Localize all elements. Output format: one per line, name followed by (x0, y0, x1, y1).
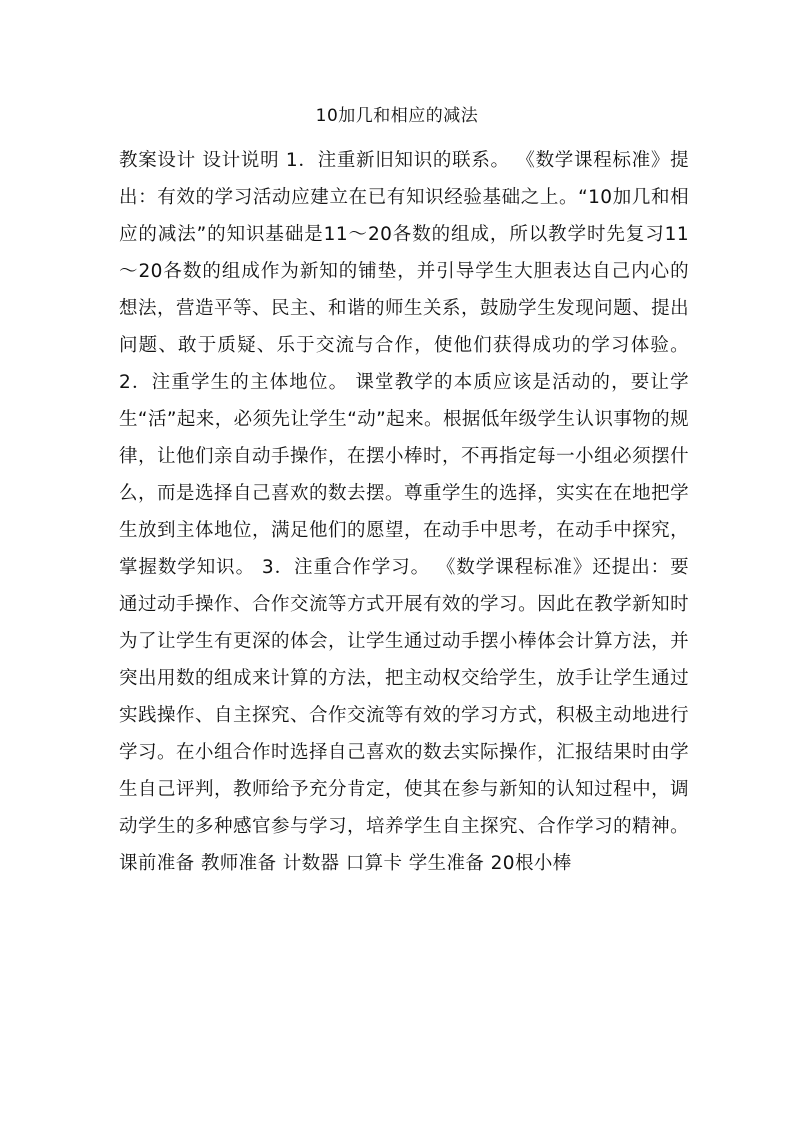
body-paragraph: 教案设计 设计说明 1．注重新旧知识的联系。 《数学课程标准》提出：有效的学习活动应建立在已有知识经验基础之上。“10加几和相应的减法”的知识基础是11～20各数的组成，所以教学时先复习11～20各数的组成作为新知的铺垫，并引导学生大胆表达自己内心的想法，营造平等、民主、和谐的师生关系，鼓励学生发现问题、提出问题、敢于质疑、乐于交流与合作，使他们获得成功的学习体验。 2．注重学生的主体地位。 课堂教学的本质应该是活动的，要让学生“活”起来，必须先让学生“动”起来。根据低年级学生认识事物的规律，让他们亲自动手操作，在摆小棒时，不再指定每一小组必须摆什么，而是选择自己喜欢的数去摆。尊重学生的选择，实实在在地把学生放到主体地位，满足他们的愿望，在动手中思考，在动手中探究，掌握数学知识。 3．注重合作学习。 《数学课程标准》还提出：要通过动手操作、合作交流等方式开展有效的学习。因此在教学新知时为了让学生有更深的体会，让学生通过动手摆小棒体会计算方法，并突出用数的组成来计算的方法，把主动权交给学生，放手让学生通过实践操作、自主探究、合作交流等有效的学习方式，积极主动地进行学习。在小组合作时选择自己喜欢的数去实际操作，汇报结果时由学生自己评判，教师给予充分肯定，使其在参与新知的认知过程中，调动学生的多种感官参与学习，培养学生自主探究、合作学习的精神。 课前准备 教师准备 计数器 口算卡 学生准备 20根小棒 (119, 150, 689, 874)
document-body (119, 142, 689, 882)
document-title: 10加几和相应的减法 (315, 106, 479, 126)
